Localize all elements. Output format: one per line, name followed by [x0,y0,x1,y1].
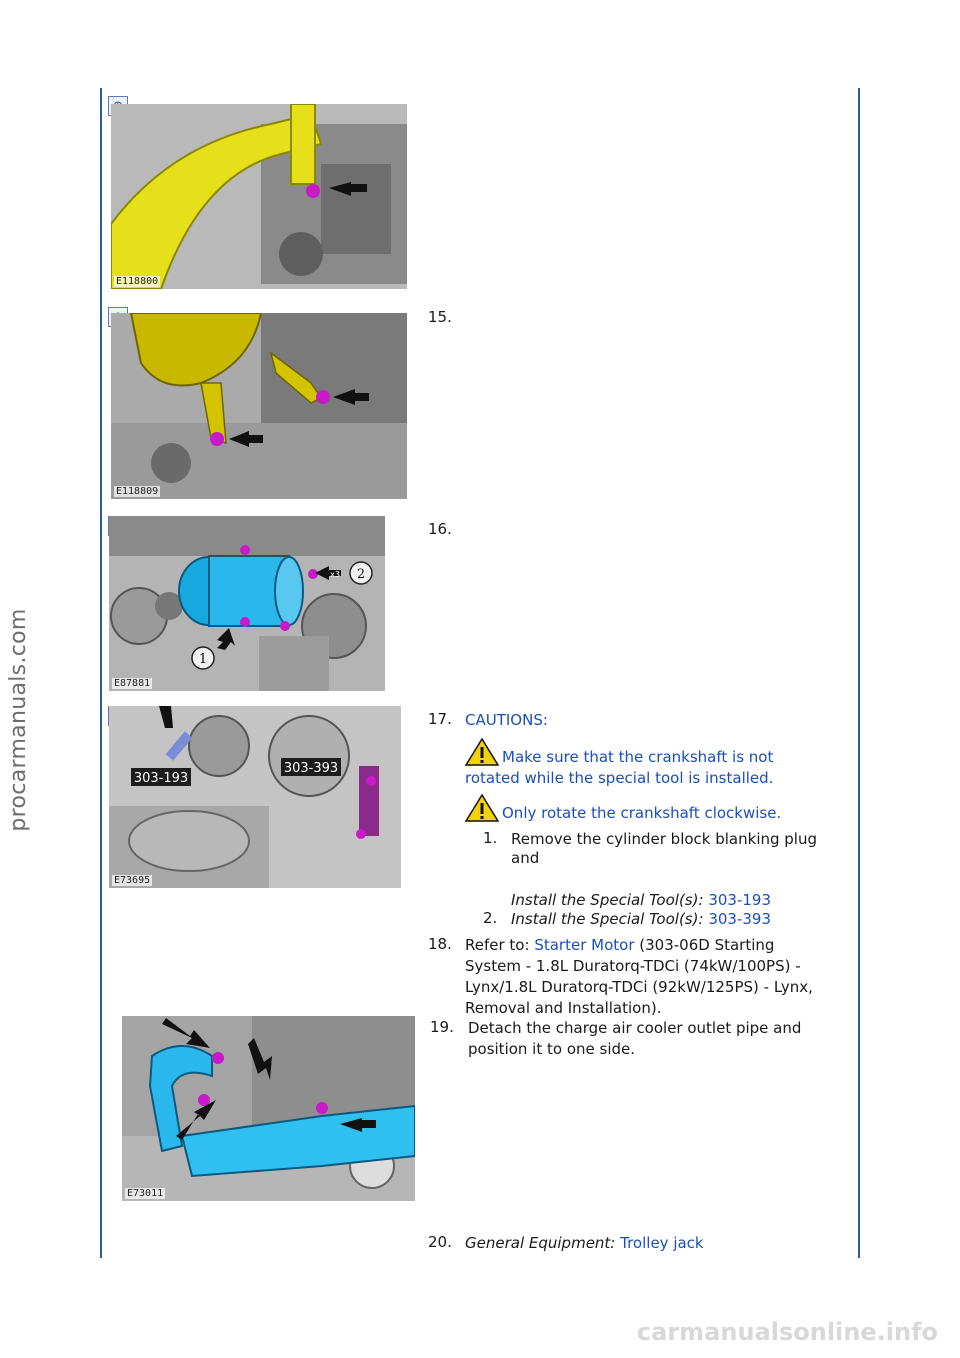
engine-illustration-1 [111,104,407,289]
right-border-line [858,88,860,1258]
warning-icon [465,738,499,772]
left-border-line [100,88,102,1258]
figure-label: E73695 [114,875,151,886]
tool-callout: 303-393 [283,761,339,776]
engine-illustration-5 [122,1016,415,1201]
figure-label: E118800 [116,276,159,287]
figure-label: E73011 [127,1188,164,1199]
step-20-text: General Equipment: Trolley jack [465,1234,704,1252]
figure-5 [122,1016,415,1201]
engine-illustration-3 [109,516,385,691]
step-number: 16. [428,520,452,538]
figure-3 [109,516,385,691]
substep-number: 2. [483,909,498,927]
tool-link[interactable]: 303-193 [708,891,771,909]
bottom-watermark: carmanualsonline.info [636,1318,938,1346]
callout-x3: x3 [330,570,340,579]
substep-2-tool: Install the Special Tool(s): 303-393 [511,910,771,928]
starter-motor-link[interactable]: Starter Motor [534,936,635,954]
step-19-text: Detach the charge air cooler outlet pipe and position it to one side. [468,1019,802,1058]
callout-2: 2 [356,567,366,582]
step-number: 19. [430,1018,454,1036]
engine-illustration-4 [109,706,401,888]
figure-2 [111,313,407,499]
step-number: 15. [428,308,452,326]
caution-1: Make sure that the crankshaft is not [465,738,845,772]
tool-callout: 303-193 [133,771,189,786]
caution-1-cont: rotated while the special tool is installed. [465,769,774,787]
figure-4 [109,706,401,888]
engine-illustration-2 [111,313,407,499]
substep-1-tool: Install the Special Tool(s): 303-193 [511,891,771,909]
substep-1-text-cont: and [511,849,540,867]
caution-2: Only rotate the crankshaft clockwise. [465,794,781,828]
figure-label: E87881 [114,678,151,689]
step-number: 18. [428,935,452,953]
figure-label: E118809 [116,486,159,497]
trolley-jack-link[interactable]: Trolley jack [620,1234,704,1252]
substep-number: 1. [483,829,498,847]
side-watermark: procarmanuals.com [6,608,31,832]
step-number: 17. [428,710,452,728]
figure-1 [111,104,407,289]
tool-link[interactable]: 303-393 [708,910,771,928]
callout-1: 1 [198,652,208,667]
cautions-title: CAUTIONS: [465,711,548,729]
substep-1-text: Remove the cylinder block blanking plug [511,830,817,848]
step-18-text: Refer to: Starter Motor (303-06D Starting System - 1.8L Duratorq-TDCi (74kW/100PS) - Lynx/1.8L Duratorq-TDCi (92kW/125PS) - Lynx, Removal and Installation). [465,936,813,1017]
step-number: 20. [428,1233,452,1251]
warning-icon [465,794,499,828]
